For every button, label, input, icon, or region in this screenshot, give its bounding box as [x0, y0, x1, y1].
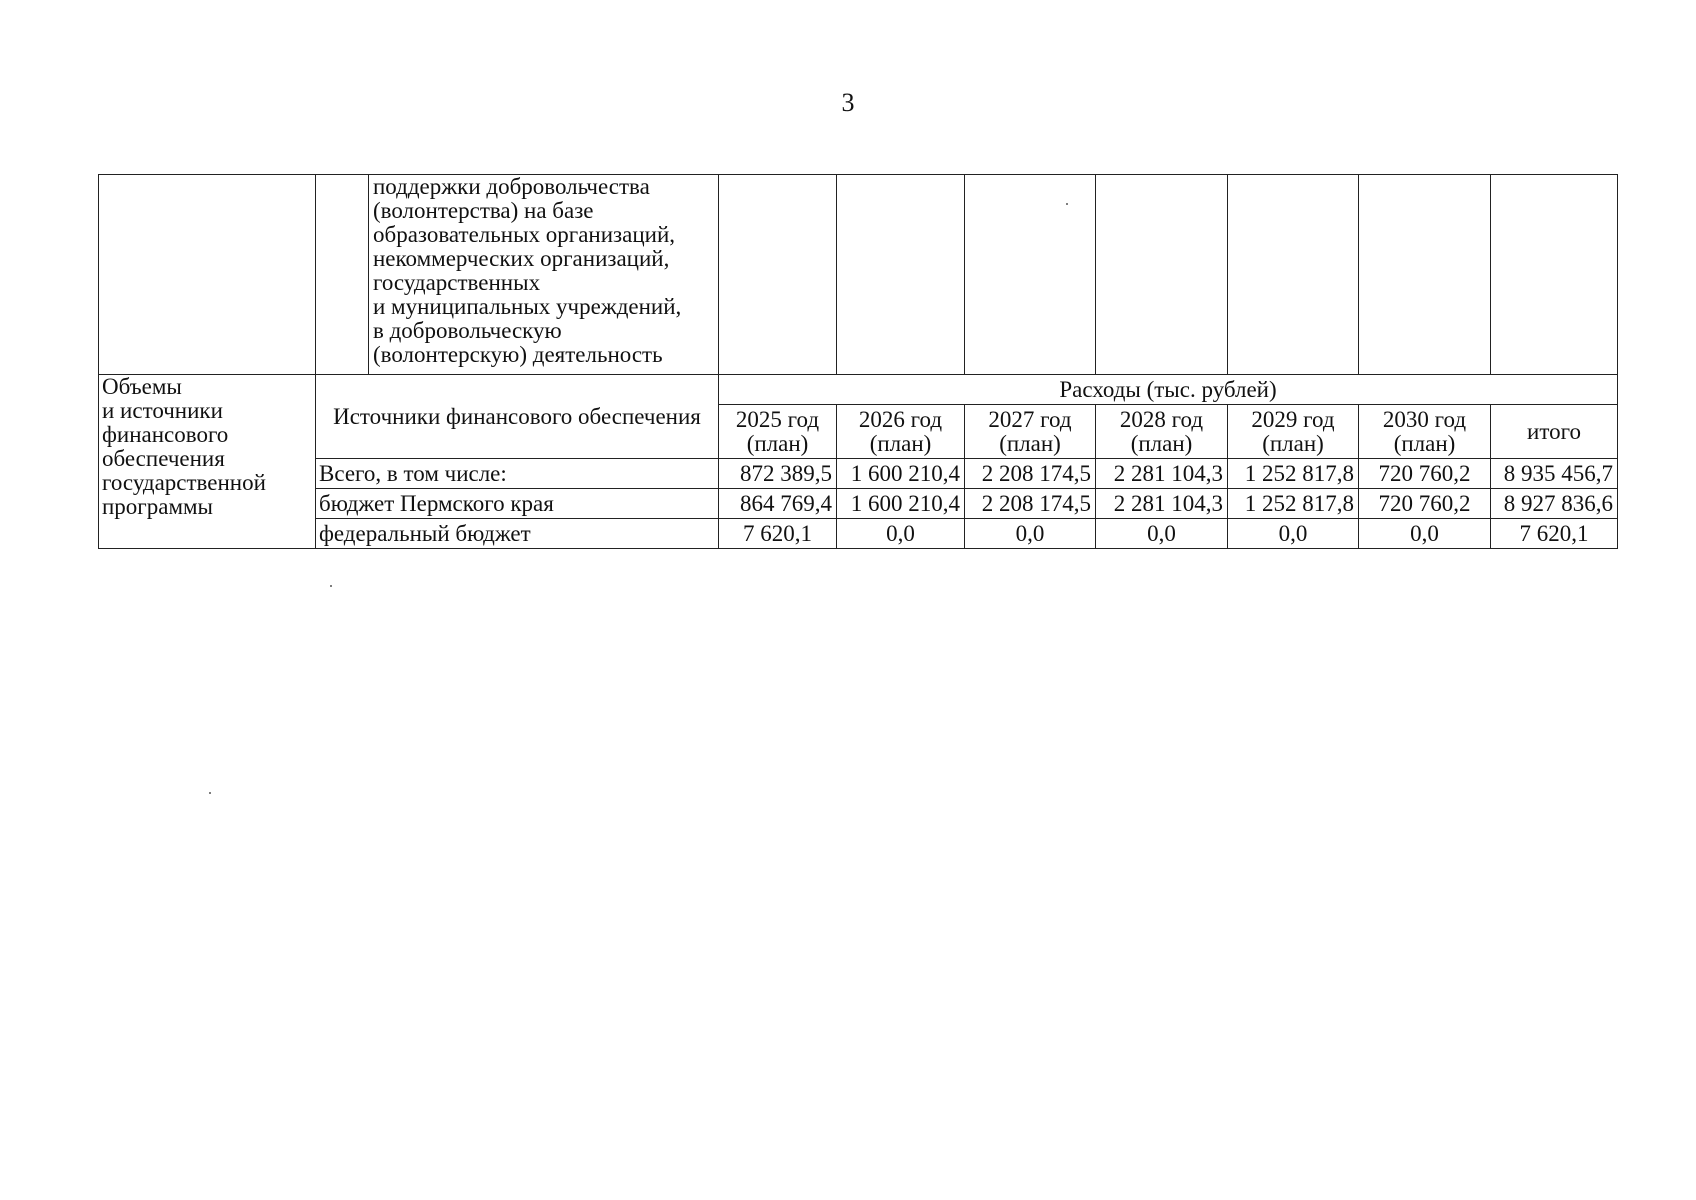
year-header-2026: 2026 год (план): [837, 405, 965, 459]
row-label: Всего, в том числе:: [316, 459, 719, 489]
year-header-2027: 2027 год (план): [965, 405, 1096, 459]
value-cell: 1 252 817,8: [1228, 459, 1359, 489]
row-label: федеральный бюджет: [316, 519, 719, 549]
empty-cell: [1228, 175, 1359, 375]
year-header-2028: 2028 год (план): [1096, 405, 1228, 459]
empty-cell: [1359, 175, 1491, 375]
scan-speck: [330, 585, 332, 587]
empty-cell: [1096, 175, 1228, 375]
value-cell: 7 620,1: [1491, 519, 1618, 549]
sources-header: Источники финансового обеспечения: [316, 375, 719, 459]
empty-cell: [99, 175, 316, 375]
empty-cell: [1491, 175, 1618, 375]
value-cell: 2 281 104,3: [1096, 489, 1228, 519]
value-cell: 720 760,2: [1359, 459, 1491, 489]
table-row-regional-budget: [99, 489, 1618, 519]
year-header-2025: 2025 год (план): [719, 405, 837, 459]
year-header-2030: 2030 год (план): [1359, 405, 1491, 459]
empty-cell: [965, 175, 1096, 375]
value-cell: 1 600 210,4: [837, 489, 965, 519]
table-row-total: [99, 459, 1618, 489]
value-cell: 0,0: [837, 519, 965, 549]
value-cell: 1 252 817,8: [1228, 489, 1359, 519]
empty-cell: [837, 175, 965, 375]
expenses-header: Расходы (тыс. рублей): [719, 375, 1618, 405]
total-header: итого: [1491, 405, 1618, 459]
row-label: бюджет Пермского края: [316, 489, 719, 519]
value-cell: 1 600 210,4: [837, 459, 965, 489]
scan-speck: [209, 792, 211, 794]
page-number: 3: [841, 88, 855, 117]
value-cell: 2 208 174,5: [965, 489, 1096, 519]
value-cell: 8 927 836,6: [1491, 489, 1618, 519]
value-cell: 0,0: [1228, 519, 1359, 549]
value-cell: 0,0: [965, 519, 1096, 549]
empty-cell: [719, 175, 837, 375]
value-cell: 2 281 104,3: [1096, 459, 1228, 489]
empty-cell: [316, 175, 369, 375]
value-cell: 872 389,5: [719, 459, 837, 489]
value-cell: 2 208 174,5: [965, 459, 1096, 489]
value-cell: 7 620,1: [719, 519, 837, 549]
section-label: Объемы и источники финансового обеспечения государственной программы: [99, 375, 316, 549]
year-header-2029: 2029 год (план): [1228, 405, 1359, 459]
value-cell: 720 760,2: [1359, 489, 1491, 519]
continuation-text: поддержки добровольчества (волонтерства) на базе образовательных организаций, некоммерческих организаций, государственных и муниципальных учреждений, в добровольческую (волонтерскую) деятельность: [369, 175, 719, 375]
table-row-federal-budget: [99, 519, 1618, 549]
value-cell: 864 769,4: [719, 489, 837, 519]
continuation-row: [99, 175, 1618, 375]
value-cell: 8 935 456,7: [1491, 459, 1618, 489]
header-row-1: [99, 375, 1618, 405]
value-cell: 0,0: [1359, 519, 1491, 549]
scan-speck: [1066, 203, 1068, 205]
financing-table: [98, 174, 1618, 549]
value-cell: 0,0: [1096, 519, 1228, 549]
